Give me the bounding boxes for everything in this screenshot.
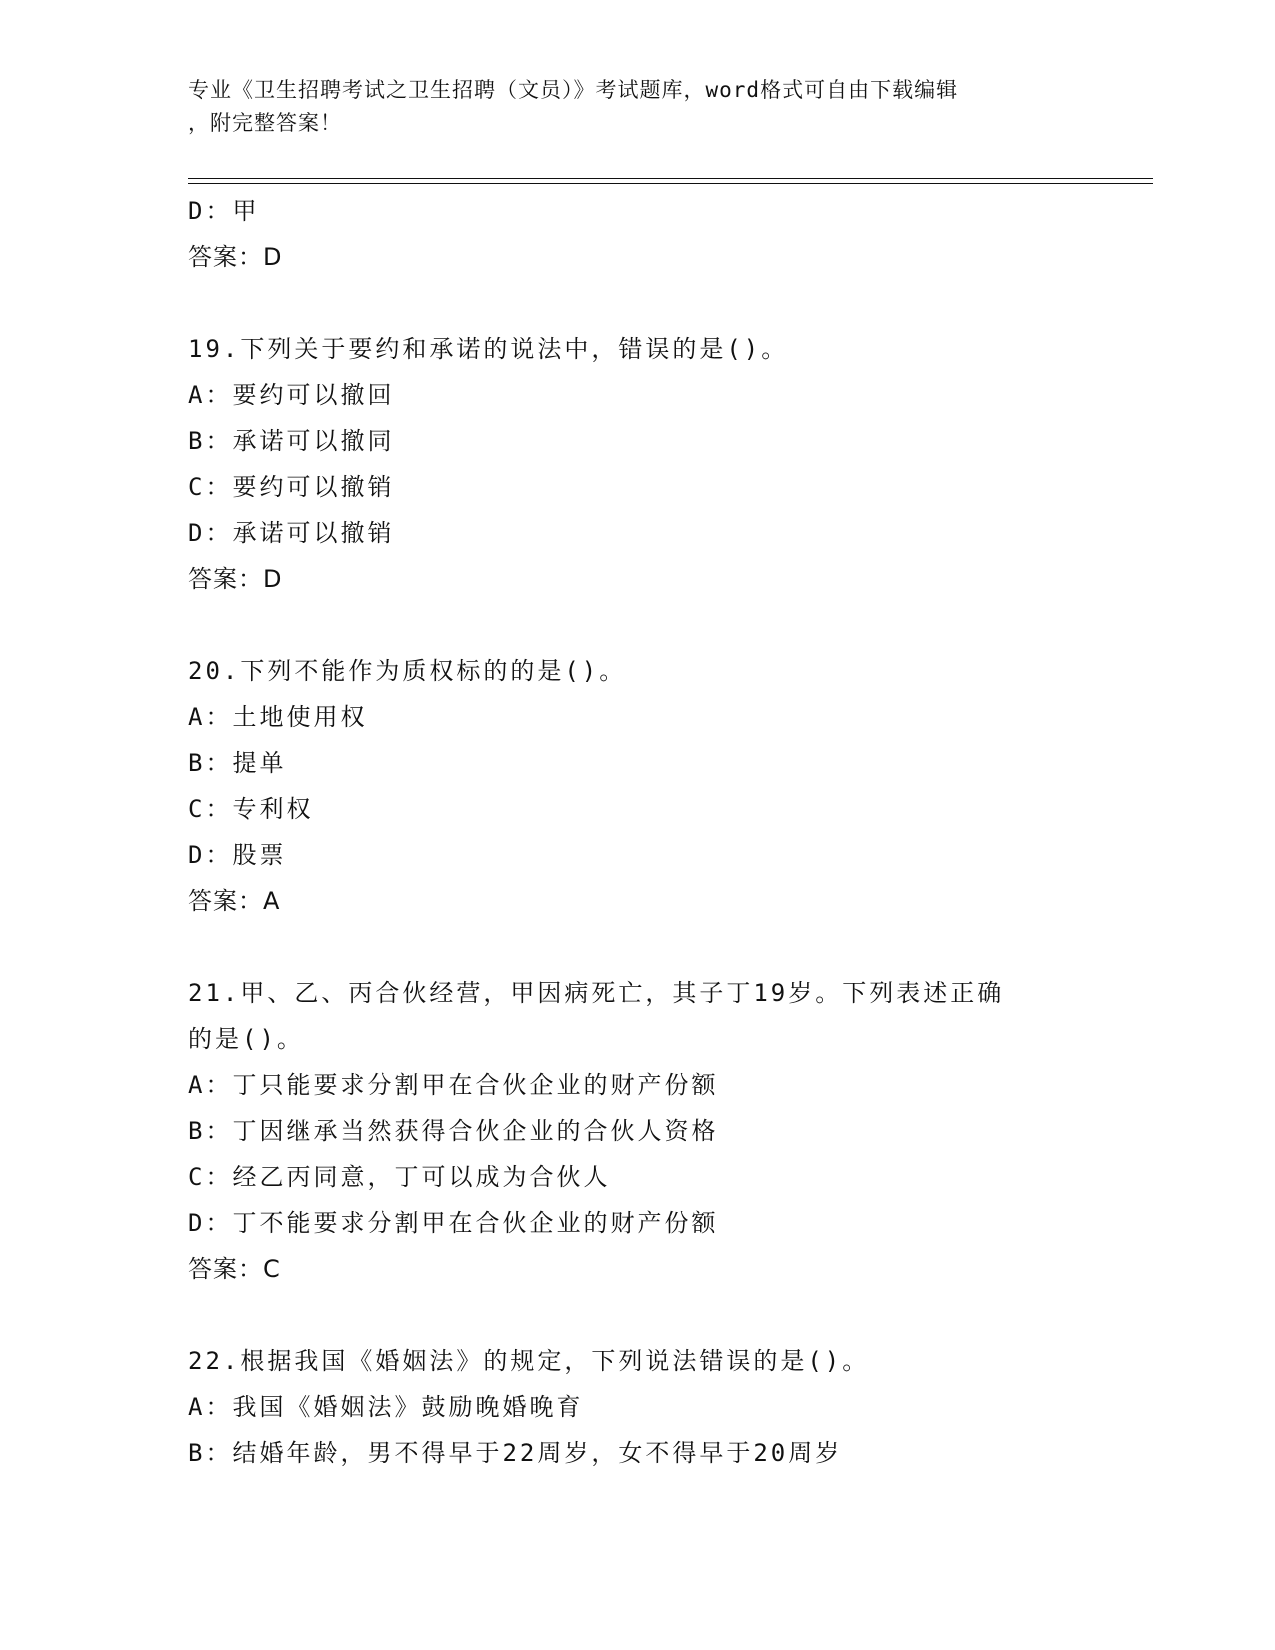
option-b: B：丁因继承当然获得合伙企业的合伙人资格 [188,1117,719,1145]
option-d: D：股票 [188,841,287,869]
option-c: C：专利权 [188,795,314,823]
question-20: 20.下列不能作为质权标的的是()。 [188,657,627,685]
spacer [188,602,1088,648]
document-body [188,188,1088,1476]
header-divider-top [188,178,1153,179]
spacer [188,924,1088,970]
answer: 答案：D [188,565,283,593]
spacer [188,1292,1088,1338]
option-b: B：承诺可以撤同 [188,427,395,455]
option-c: C：要约可以撤销 [188,473,395,501]
option-a: A：要约可以撤回 [188,381,395,409]
option-b: B：提单 [188,749,287,777]
option-a: A：我国《婚姻法》鼓励晚婚晚育 [188,1393,584,1421]
document-header [188,74,1088,140]
option-a: A：土地使用权 [188,703,368,731]
answer: 答案：A [188,887,281,915]
option-a: A：丁只能要求分割甲在合伙企业的财产份额 [188,1071,719,1099]
option-d: D：承诺可以撤销 [188,519,395,547]
option-d: D：丁不能要求分割甲在合伙企业的财产份额 [188,1209,719,1237]
question-21-line-1: 21.甲、乙、丙合伙经营，甲因病死亡，其子丁19岁。下列表述正确 [188,979,1005,1007]
answer: 答案：C [188,1255,281,1283]
spacer [188,280,1088,326]
header-divider-bottom [188,183,1153,184]
option-d: D：甲 [188,197,260,225]
header-line-2: ，附完整答案！ [188,111,342,135]
answer: 答案：D [188,243,283,271]
option-b: B：结婚年龄，男不得早于22周岁，女不得早于20周岁 [188,1439,843,1467]
option-c: C：经乙丙同意，丁可以成为合伙人 [188,1163,611,1191]
question-22: 22.根据我国《婚姻法》的规定，下列说法错误的是()。 [188,1347,870,1375]
question-19: 19.下列关于要约和承诺的说法中，错误的是()。 [188,335,789,363]
question-21-line-2: 的是()。 [188,1025,304,1053]
header-line-1: 专业《卫生招聘考试之卫生招聘（文员）》考试题库，word格式可自由下载编辑 [188,78,959,102]
